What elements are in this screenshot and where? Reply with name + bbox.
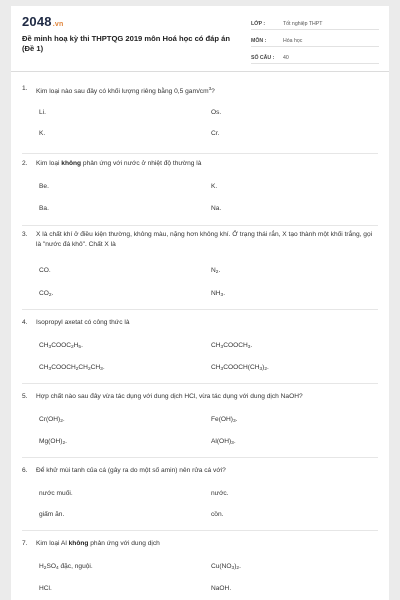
option-a[interactable]: $H_2SO_4$ đặc, nguội. [39, 563, 93, 571]
meta-value: 40 [283, 55, 289, 61]
option-a[interactable]: $CH_3COOC_2H_5$. [39, 342, 83, 350]
question-text: Kim loại Al không phản ứng với dung dịch [36, 540, 160, 547]
option-b[interactable]: nước. [211, 490, 229, 497]
site-logo[interactable] [22, 14, 63, 29]
option-c[interactable]: K. [39, 130, 46, 137]
question-stem [22, 539, 374, 549]
option-b[interactable]: $N_2$. [211, 267, 221, 275]
option-d[interactable]: $CH_3COOCH(CH_3)_2$. [211, 364, 269, 372]
option-a[interactable]: CO. [39, 267, 51, 274]
question-divider [22, 530, 378, 531]
option-b[interactable]: $Cu(NO_3)_2$. [211, 563, 241, 571]
meta-value: Hóa học [283, 38, 303, 44]
question-divider [22, 383, 378, 384]
meta-row-subject [251, 34, 379, 47]
meta-label: SỐ CÂU : [251, 55, 275, 61]
question-number: 6. [22, 467, 28, 474]
option-b[interactable]: K. [211, 183, 218, 190]
question-divider [22, 225, 378, 226]
question-stem [22, 392, 374, 402]
meta-label: LỚP : [251, 21, 266, 27]
question-number: 4. [22, 319, 28, 326]
option-a[interactable]: $Cr(OH)_2$. [39, 416, 65, 424]
question-divider [22, 153, 378, 154]
option-c[interactable]: Ba. [39, 205, 49, 212]
question-number: 3. [22, 231, 28, 238]
meta-row-count [251, 51, 379, 64]
option-b[interactable]: Os. [211, 109, 222, 116]
option-d[interactable]: $NH_3$. [211, 290, 226, 298]
option-c[interactable]: $Mg(OH)_2$. [39, 438, 67, 446]
option-d[interactable]: Cr. [211, 130, 220, 137]
logo-tld: .vn [52, 21, 64, 28]
option-d[interactable]: $Al(OH)_3$. [211, 438, 236, 446]
question-stem [22, 84, 374, 97]
question-number: 1. [22, 85, 28, 92]
option-d[interactable]: cồn. [211, 511, 224, 518]
exam-meta [251, 17, 379, 68]
question-stem [22, 159, 374, 169]
option-b[interactable]: $Fe(OH)_3$. [211, 416, 238, 424]
question-text: Isopropyl axetat có công thức là [36, 319, 130, 326]
document-header [11, 6, 389, 72]
option-c[interactable]: HCl. [39, 585, 52, 592]
question-text: Kim loại nào sau đây có khối lượng riêng bằng 0,5 gam/$cm^3$? [36, 86, 215, 96]
document-page [11, 6, 389, 600]
logo-text: 2048 [22, 14, 52, 29]
option-b[interactable]: $CH_3COOCH_3$. [211, 342, 253, 350]
question-text: Để khử mùi tanh của cá (gây ra do một số amin) nên rửa cá với? [36, 467, 226, 474]
exam-title: Đề minh hoạ kỳ thi THPTQG 2019 môn Hoá học có đáp án (Đề 1) [22, 34, 231, 53]
question-stem [22, 230, 374, 250]
question-text: Hợp chất nào sau đây vừa tác dụng với dung dịch HCl, vừa tác dụng với dung dịch NaOH? [36, 393, 303, 400]
question-number: 5. [22, 393, 28, 400]
question-stem [22, 466, 374, 476]
question-stem [22, 318, 374, 328]
option-c[interactable]: $CO_2$. [39, 290, 54, 298]
option-d[interactable]: NaOH. [211, 585, 232, 592]
question-divider [22, 309, 378, 310]
question-text: Kim loại không phản ứng với nước ở nhiệt độ thường là [36, 160, 202, 167]
question-divider [22, 457, 378, 458]
option-a[interactable]: Be. [39, 183, 49, 190]
option-a[interactable]: nước muối. [39, 490, 73, 497]
option-c[interactable]: giấm ăn. [39, 511, 65, 518]
question-text: X là chất khí ở điều kiện thường, không màu, nặng hơn không khí. Ở trạng thái rắn, X tạo thành một khối trắng, gọi là "nước đá khô". Chất X là [36, 231, 373, 248]
option-a[interactable]: Li. [39, 109, 46, 116]
option-c[interactable]: $CH_3COOCH_2CH_2CH_3$. [39, 364, 105, 372]
question-number: 2. [22, 160, 28, 167]
meta-row-class [251, 17, 379, 30]
meta-value: Tốt nghiệp THPT [283, 21, 323, 27]
meta-label: MÔN : [251, 38, 267, 44]
option-d[interactable]: Na. [211, 205, 222, 212]
question-number: 7. [22, 540, 28, 547]
